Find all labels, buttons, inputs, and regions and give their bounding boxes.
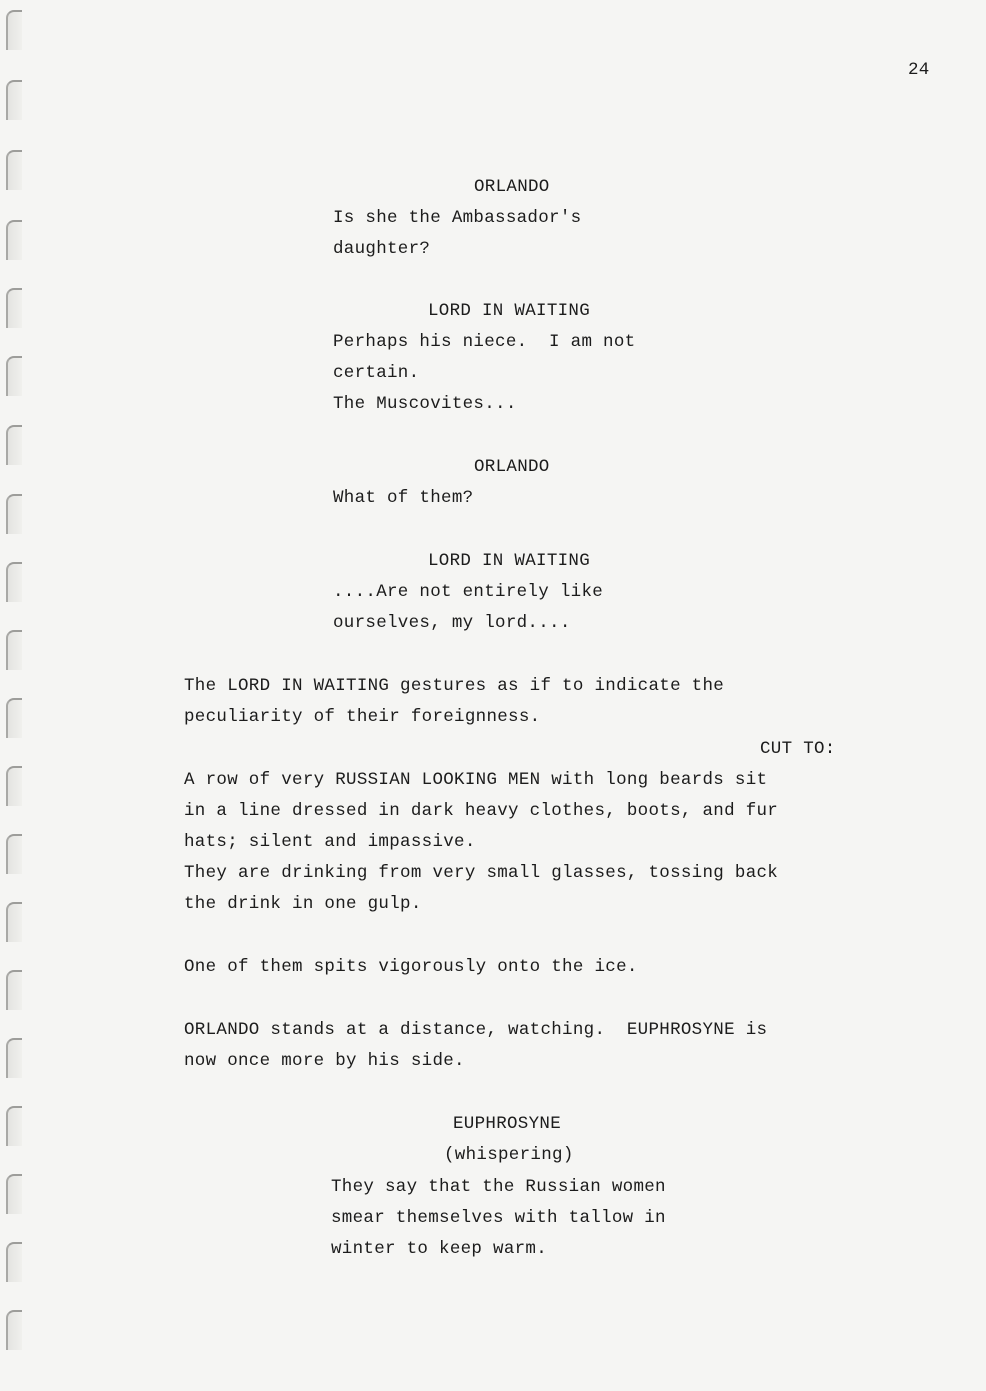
- binding-ring: [6, 1242, 22, 1282]
- binding-ring: [6, 288, 22, 328]
- action-line: One of them spits vigorously onto the ice.: [184, 957, 638, 977]
- dialogue-line: The Muscovites...: [333, 394, 517, 414]
- page-number: 24: [908, 60, 930, 80]
- action-line: now once more by his side.: [184, 1051, 465, 1071]
- binding-ring: [6, 1038, 22, 1078]
- dialogue-line: Is she the Ambassador's: [333, 208, 582, 228]
- action-line: in a line dressed in dark heavy clothes, boots, and fur: [184, 801, 779, 821]
- dialogue-line: certain.: [333, 363, 420, 383]
- character-cue: LORD IN WAITING: [428, 301, 591, 321]
- dialogue-line: ....Are not entirely like: [333, 582, 604, 602]
- dialogue-line: They say that the Russian women: [331, 1177, 666, 1197]
- character-cue: ORLANDO: [474, 457, 550, 477]
- parenthetical: (whispering): [444, 1145, 574, 1165]
- binding-ring: [6, 494, 22, 534]
- dialogue-line: Perhaps his niece. I am not: [333, 332, 636, 352]
- binding-ring: [6, 1174, 22, 1214]
- binding-ring: [6, 970, 22, 1010]
- dialogue-line: winter to keep warm.: [331, 1239, 548, 1259]
- action-line: The LORD IN WAITING gestures as if to indicate the: [184, 676, 725, 696]
- binding-ring: [6, 10, 22, 50]
- binding-ring: [6, 425, 22, 465]
- action-line: hats; silent and impassive.: [184, 832, 476, 852]
- binding-ring: [6, 698, 22, 738]
- binding-ring: [6, 630, 22, 670]
- dialogue-line: ourselves, my lord....: [333, 613, 571, 633]
- binding-ring: [6, 766, 22, 806]
- binding-ring: [6, 902, 22, 942]
- action-line: A row of very RUSSIAN LOOKING MEN with long beards sit: [184, 770, 768, 790]
- binding-ring: [6, 562, 22, 602]
- binding-ring: [6, 1106, 22, 1146]
- spiral-binding: [0, 0, 28, 1391]
- binding-ring: [6, 80, 22, 120]
- dialogue-line: smear themselves with tallow in: [331, 1208, 666, 1228]
- transition: CUT TO:: [760, 739, 836, 759]
- character-cue: LORD IN WAITING: [428, 551, 591, 571]
- binding-ring: [6, 356, 22, 396]
- dialogue-line: What of them?: [333, 488, 474, 508]
- action-line: the drink in one gulp.: [184, 894, 422, 914]
- binding-ring: [6, 834, 22, 874]
- binding-ring: [6, 1310, 22, 1350]
- dialogue-line: daughter?: [333, 239, 431, 259]
- binding-ring: [6, 150, 22, 190]
- character-cue: EUPHROSYNE: [453, 1114, 562, 1134]
- action-line: They are drinking from very small glasses, tossing back: [184, 863, 779, 883]
- action-line: ORLANDO stands at a distance, watching. EUPHROSYNE is: [184, 1020, 768, 1040]
- action-line: peculiarity of their foreignness.: [184, 707, 541, 727]
- character-cue: ORLANDO: [474, 177, 550, 197]
- binding-ring: [6, 220, 22, 260]
